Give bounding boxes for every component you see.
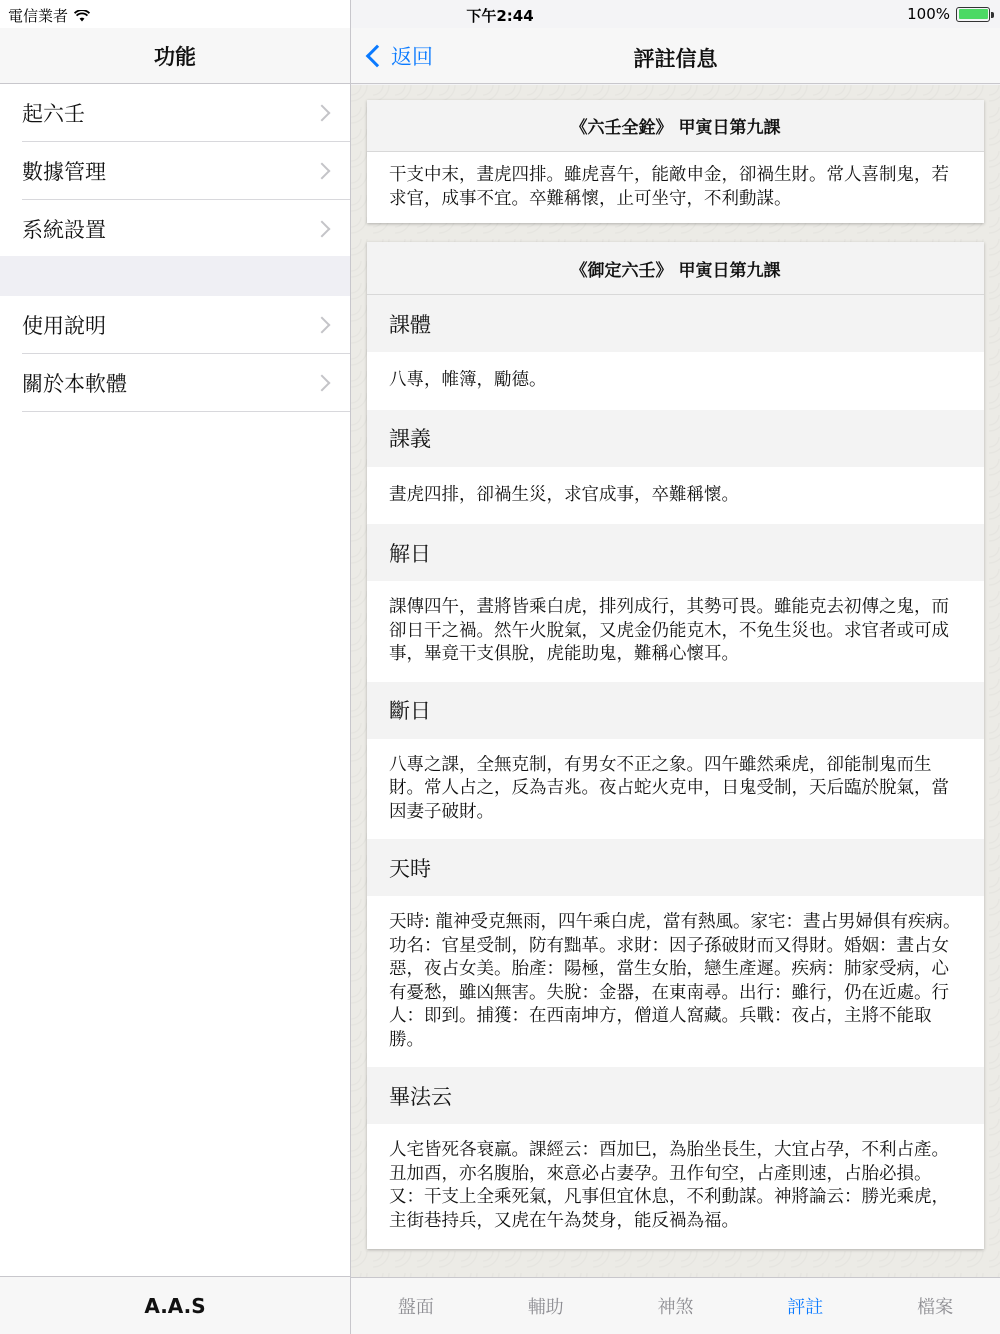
- section-title-tianshi: 天時: [367, 839, 984, 896]
- status-right: [907, 5, 990, 23]
- page-title: 評註信息: [633, 47, 718, 71]
- tab-deities[interactable]: 神煞: [657, 1297, 694, 1318]
- card-header: 《御定六壬》 甲寅日第九課: [367, 242, 984, 295]
- card-text: 干支中末，晝虎四排。雖虎喜午，能敵申金，卻禍生財。常人喜制鬼，若求官，成事不宜。卒難稱懷，止可坐守，不利動謀。: [389, 165, 949, 209]
- tab-auxiliary[interactable]: 輔助: [527, 1297, 564, 1318]
- chevron-right-icon: [314, 375, 331, 392]
- menu-item-label: 關於本軟體: [22, 372, 127, 396]
- chevron-right-icon: [314, 317, 331, 334]
- chevron-right-icon: [314, 163, 331, 180]
- menu-section-gap: [0, 256, 350, 296]
- menu-item-start-liuren[interactable]: [0, 84, 350, 142]
- back-label: 返回: [391, 45, 433, 69]
- menu-item-label: 系統設置: [22, 218, 106, 242]
- section-title-bifayun: 畢法云: [367, 1067, 984, 1124]
- section-title-keti: 課體: [367, 295, 984, 352]
- footer-label: A.A.S: [144, 1293, 206, 1318]
- menu-item-label: 使用說明: [22, 314, 106, 338]
- section-text-tianshi: 天時: 龍神受克無雨，四午乘白虎，當有熱風。家宅：晝占男婦俱有疾病。功名：官星受制，防有黜革。求財：因子孫破財而又得財。婚姻：晝占女惡，夜占女美。胎產：陽極，當生女胎，戀生產遲。疾病：肺家受病，心有憂愁，雖凶無害。失脫：金器，在東南尋。出行：雖行，仍在近處。行人：即到。捕獲：在西南坤方，僧道人窩藏。兵戰：夜占，主將不能取勝。: [389, 912, 961, 1050]
- status-bar: [0, 0, 1000, 28]
- master-title: 功能: [154, 44, 196, 69]
- master-pane: [0, 0, 351, 1334]
- commentary-card-yuding: [367, 242, 984, 1249]
- chevron-right-icon: [314, 105, 331, 122]
- menu-item-label: 起六壬: [22, 102, 85, 126]
- menu-item-instructions[interactable]: [0, 296, 350, 354]
- menu-item-system-settings[interactable]: [0, 200, 350, 258]
- section-text-jieri: 課傳四午，晝將皆乘白虎，排列成行，其勢可畏。雖能克去初傳之鬼，而卻日干之禍。然午火脫氣，又虎金仍能克木，不免生災也。求官者或可成事，畢竟干支俱脫，虎能助鬼，難稱心懷耳。: [389, 597, 949, 664]
- chevron-right-icon: [314, 221, 331, 238]
- tab-bar: [351, 1277, 1000, 1334]
- menu-group-main: [0, 84, 350, 258]
- card-header: 《六壬全銓》 甲寅日第九課: [367, 100, 984, 152]
- section-text-keyi: 晝虎四排，卻禍生災，求官成事，卒難稱懷。: [389, 484, 739, 505]
- tab-board[interactable]: 盤面: [397, 1297, 434, 1318]
- carrier-label: 電信業者: [8, 7, 69, 25]
- tab-archive[interactable]: 檔案: [917, 1297, 954, 1318]
- menu-group-info: [0, 296, 350, 412]
- detail-nav-bar: [351, 28, 1000, 84]
- tab-commentary[interactable]: 評註: [787, 1297, 824, 1318]
- battery-percent: 100%: [907, 5, 950, 23]
- commentary-card-quanquan: [367, 100, 984, 223]
- menu-item-about[interactable]: [0, 354, 350, 412]
- battery-icon: [956, 7, 990, 22]
- battery-fill: [959, 9, 988, 19]
- section-text-keti: 八專，帷簿，勵德。: [389, 370, 547, 390]
- section-text-bifayun: 人宅皆死各衰羸。課經云：酉加巳，為胎坐長生，大宜占孕，不利占產。丑加酉，亦名腹胎，來意必占妻孕。丑作旬空，占產則速，占胎必損。又：干支上全乘死氣，凡事但宜休息，不利動謀。神將論云：勝光乘虎，主街巷持兵，又虎在午為焚身，能反禍為福。: [389, 1140, 949, 1231]
- content-scroll-area[interactable]: [351, 85, 1000, 1277]
- detail-pane: [351, 0, 1000, 1334]
- section-title-keyi: 課義: [367, 410, 984, 467]
- section-title-jieri: 解日: [367, 524, 984, 581]
- clock: 下午2:44: [466, 7, 534, 25]
- master-nav-bar: [0, 28, 350, 84]
- menu-item-data-management[interactable]: [0, 142, 350, 200]
- master-footer: [0, 1276, 350, 1334]
- section-text-duanri: 八專之課，全無克制，有男女不正之象。四午雖然乘虎，卻能制鬼而生財。常人占之，反為吉兆。夜占蛇火克申，日鬼受制，天后臨於脫氣，當因妻子破財。: [389, 754, 949, 822]
- section-title-duanri: 斷日: [367, 682, 984, 739]
- menu-item-label: 數據管理: [22, 160, 106, 184]
